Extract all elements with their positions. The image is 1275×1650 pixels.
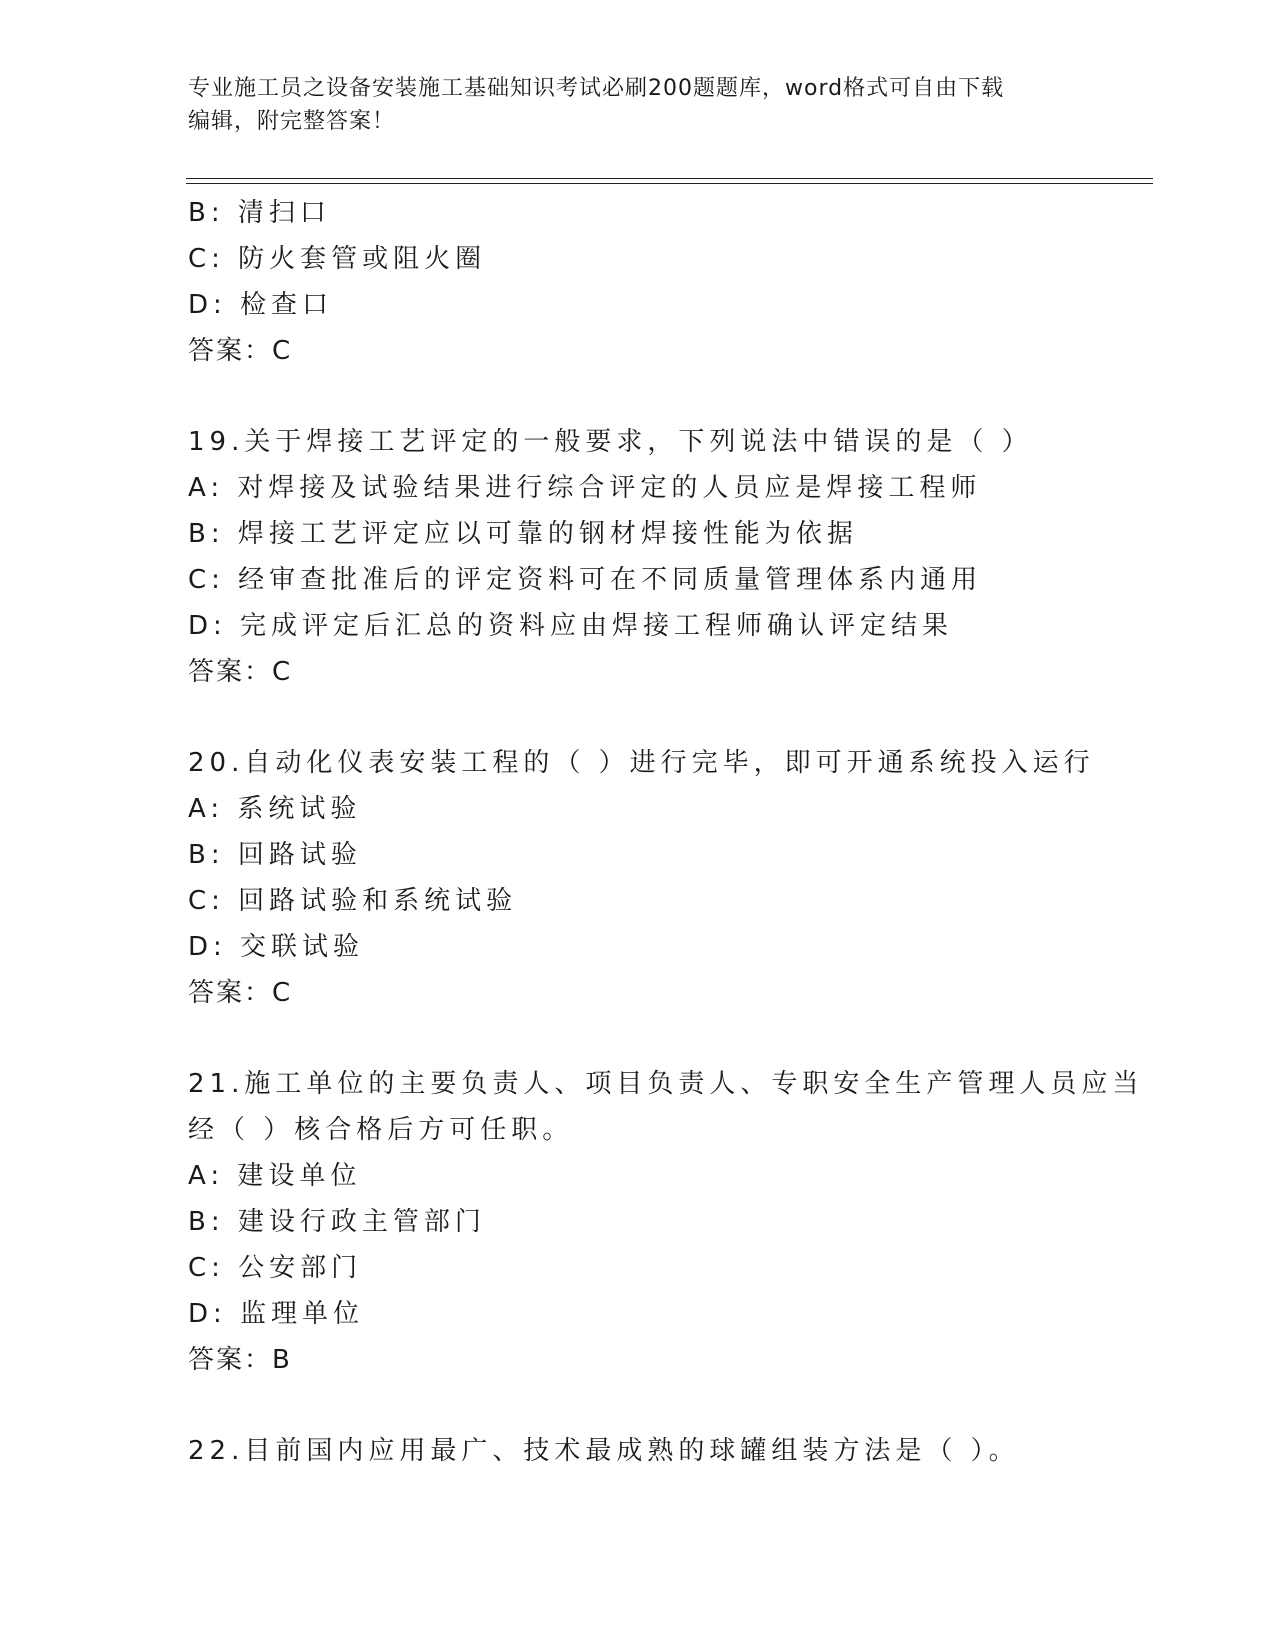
option-a: A: 建设单位 [188, 1161, 362, 1191]
option-c: C: 防火套管或阻火圈 [188, 244, 487, 274]
header-divider-bottom [186, 183, 1153, 184]
answer-label: 答案：B [188, 1345, 292, 1375]
header-title-line-2: 编辑，附完整答案！ [188, 109, 396, 134]
option-d: D: 完成评定后汇总的资料应由焊接工程师确认评定结果 [188, 611, 954, 641]
question-stem-line-2: 经（ ）核合格后方可任职。 [188, 1115, 574, 1145]
option-d: D: 交联试验 [188, 932, 365, 962]
header-title-line-1: 专业施工员之设备安装施工基础知识考试必刷200题题库，word格式可自由下载 [188, 76, 1005, 101]
question-22 [188, 1428, 1148, 1474]
option-c: C: 回路试验和系统试验 [188, 886, 518, 916]
option-b: B: 焊接工艺评定应以可靠的钢材焊接性能为依据 [188, 519, 858, 549]
question-stem-line-1: 21.施工单位的主要负责人、项目负责人、专职安全生产管理人员应当 [188, 1069, 1144, 1099]
answer-label: 答案：C [188, 336, 293, 366]
option-d: D: 检查口 [188, 290, 334, 320]
option-b: B: 建设行政主管部门 [188, 1207, 486, 1237]
question-stem: 19.关于焊接工艺评定的一般要求，下列说法中错误的是（ ） [188, 427, 1033, 457]
question-19 [188, 419, 1148, 695]
option-b: B: 回路试验 [188, 840, 362, 870]
option-a: A: 对焊接及试验结果进行综合评定的人员应是焊接工程师 [188, 473, 982, 503]
header-divider-top [186, 178, 1153, 179]
question-21 [188, 1061, 1148, 1383]
question-content [188, 190, 1148, 1474]
option-d: D: 监理单位 [188, 1299, 365, 1329]
question-stem: 20.自动化仪表安装工程的（ ）进行完毕，即可开通系统投入运行 [188, 748, 1095, 778]
document-header [188, 72, 1088, 138]
answer-label: 答案：C [188, 657, 293, 687]
option-b: B: 清扫口 [188, 198, 331, 228]
question-stem: 22.目前国内应用最广、技术最成熟的球罐组装方法是（ ）。 [188, 1436, 1020, 1466]
answer-label: 答案：C [188, 978, 293, 1008]
question-18-continuation [188, 190, 1148, 374]
option-c: C: 经审查批准后的评定资料可在不同质量管理体系内通用 [188, 565, 983, 595]
option-c: C: 公安部门 [188, 1253, 363, 1283]
option-a: A: 系统试验 [188, 794, 362, 824]
question-20 [188, 740, 1148, 1016]
